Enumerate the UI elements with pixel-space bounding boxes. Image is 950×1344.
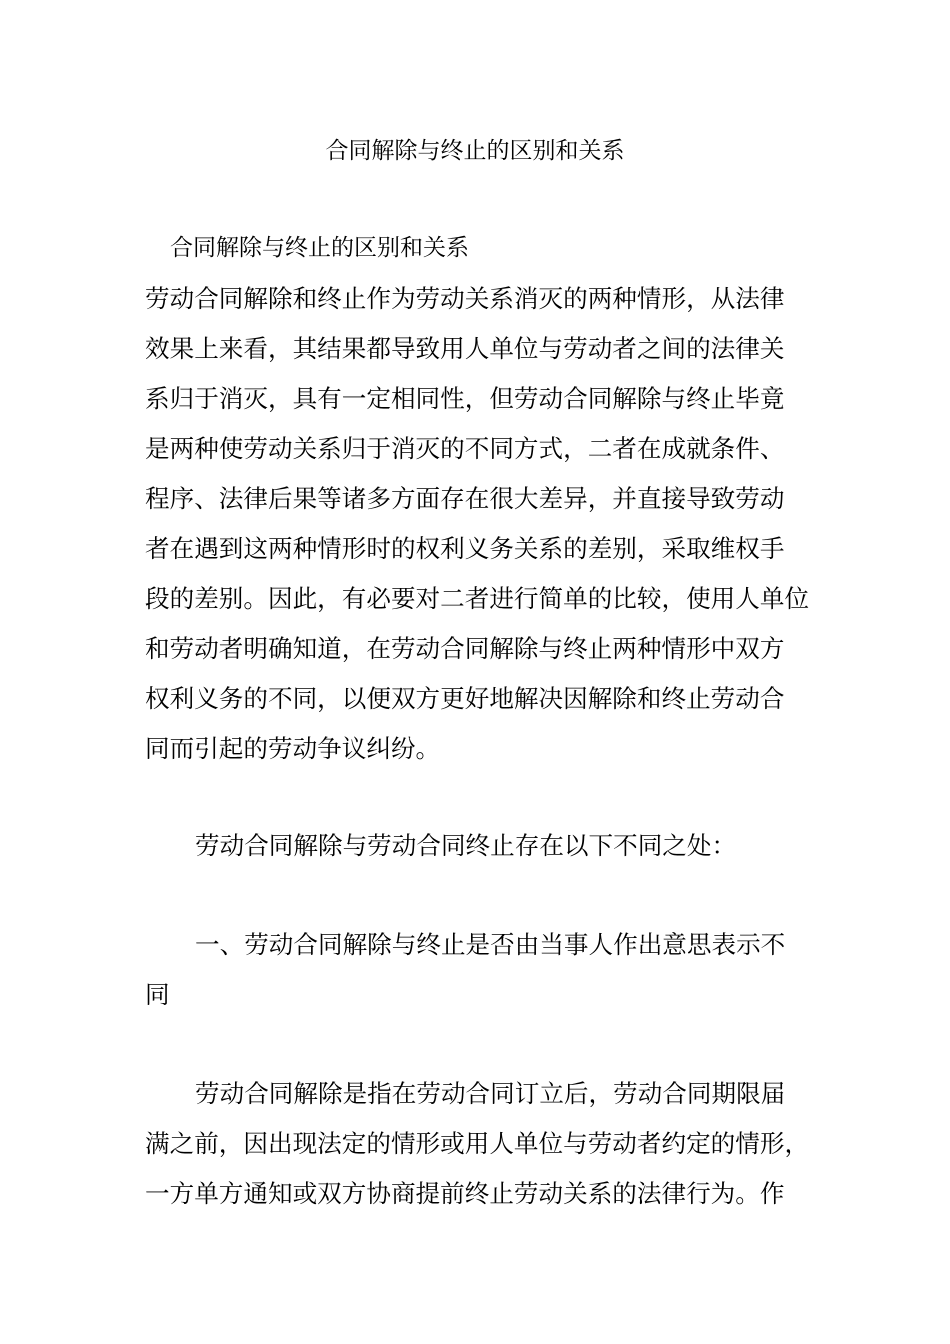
intro-paragraph — [145, 274, 813, 774]
paragraph-line: 程序、法律后果等诸多方面存在很大差异，并直接导致劳动 — [145, 484, 785, 513]
paragraph-line: 权利义务的不同，以便双方更好地解决因解除和终止劳动合 — [145, 684, 785, 713]
paragraph-line: 和劳动者明确知道，在劳动合同解除与终止两种情形中双方 — [145, 634, 785, 663]
paragraph-line: 段的差别。因此，有必要对二者进行简单的比较，使用人单位 — [145, 584, 810, 613]
section-heading: 合同解除与终止的区别和关系 — [170, 235, 469, 261]
paragraph-line: 者在遇到这两种情形时的权利义务关系的差别，采取维权手 — [145, 534, 785, 563]
paragraph-line: 满之前，因出现法定的情形或用人单位与劳动者约定的情形， — [145, 1129, 810, 1158]
paragraph-line: 一、劳动合同解除与终止是否由当事人作出意思表示不 — [195, 930, 786, 959]
paragraph-line: 系归于消灭，具有一定相同性，但劳动合同解除与终止毕竟 — [145, 384, 785, 413]
paragraph-line: 劳动合同解除和终止作为劳动关系消灭的两种情形，从法律 — [145, 284, 785, 313]
paragraph-line: 是两种使劳动关系归于消灭的不同方式，二者在成就条件、 — [145, 434, 785, 463]
paragraph-line: 一方单方通知或双方协商提前终止劳动关系的法律行为。作 — [145, 1179, 785, 1208]
section-one-heading — [145, 920, 813, 1020]
paragraph-line: 同 — [145, 980, 170, 1009]
differences-paragraph — [145, 821, 813, 871]
paragraph-line: 同而引起的劳动争议纠纷。 — [145, 734, 441, 763]
definition-paragraph — [145, 1069, 813, 1219]
document-title: 合同解除与终止的区别和关系 — [325, 138, 625, 164]
paragraph-line: 劳动合同解除与劳动合同终止存在以下不同之处： — [195, 831, 737, 860]
paragraph-line: 效果上来看，其结果都导致用人单位与劳动者之间的法律关 — [145, 334, 785, 363]
paragraph-line: 劳动合同解除是指在劳动合同订立后，劳动合同期限届 — [195, 1079, 786, 1108]
